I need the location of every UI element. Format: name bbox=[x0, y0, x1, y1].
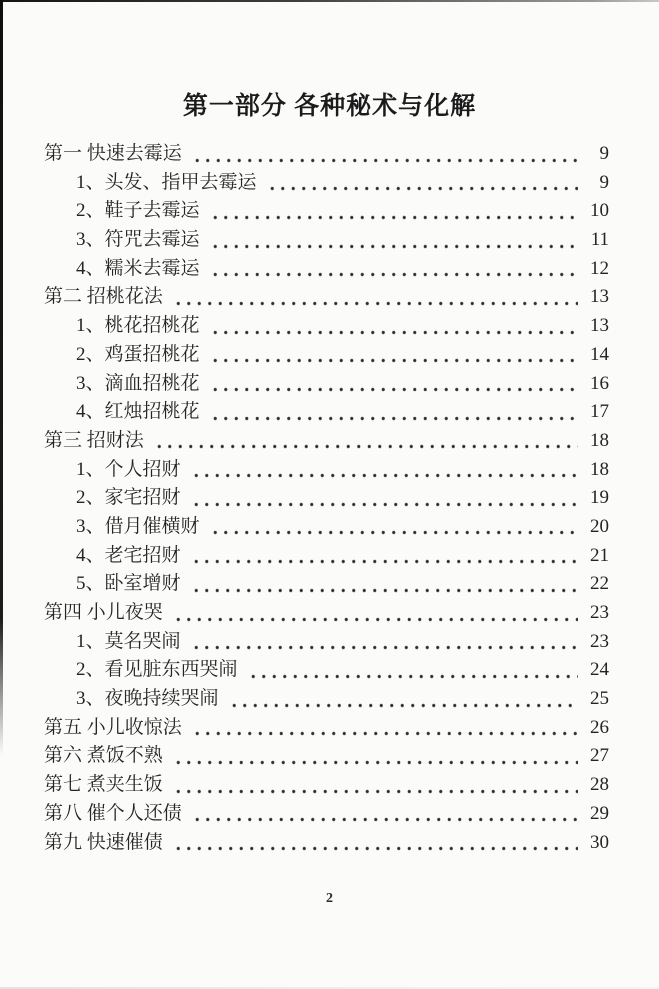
toc-entry-page: 23 bbox=[590, 630, 609, 652]
toc-entry bbox=[44, 140, 609, 169]
toc-entry-page: 10 bbox=[590, 200, 609, 222]
toc-entry-page: 9 bbox=[599, 171, 609, 193]
dot-leader bbox=[208, 226, 578, 255]
dot-leader bbox=[208, 370, 578, 399]
dot-leader bbox=[208, 312, 578, 341]
dot-leader bbox=[190, 140, 578, 169]
toc-entry-page: 12 bbox=[590, 257, 609, 279]
toc-entry-page: 26 bbox=[590, 716, 609, 738]
toc-entry-page: 9 bbox=[599, 143, 609, 164]
toc-entry bbox=[44, 800, 609, 829]
toc-entry-page: 30 bbox=[590, 831, 609, 853]
page-number: 2 bbox=[326, 891, 333, 906]
toc-entry-page: 13 bbox=[590, 315, 609, 337]
toc-entry-page: 23 bbox=[590, 602, 609, 623]
dot-leader bbox=[208, 197, 578, 226]
toc-entry-page: 25 bbox=[590, 688, 609, 710]
dot-leader bbox=[265, 169, 578, 198]
dot-leader bbox=[208, 341, 578, 370]
dot-leader bbox=[246, 656, 578, 685]
toc-entry bbox=[44, 542, 609, 571]
toc-entry bbox=[44, 829, 609, 858]
toc-entry-page: 18 bbox=[590, 458, 609, 480]
toc-entry-label: 3、夜晚持续哭闹 bbox=[76, 688, 219, 710]
toc-entry-page: 24 bbox=[590, 659, 609, 681]
dot-leader bbox=[189, 570, 578, 599]
toc-entry bbox=[44, 398, 609, 427]
toc-entry-label: 第六 煮饭不熟 bbox=[44, 745, 163, 767]
toc-entry-label: 5、卧室增财 bbox=[76, 573, 181, 595]
toc-entry-page: 13 bbox=[590, 286, 609, 308]
toc-entry bbox=[44, 312, 609, 341]
toc-entry-page: 20 bbox=[590, 515, 609, 537]
toc-entry-label: 3、滴血招桃花 bbox=[76, 372, 200, 394]
dot-leader bbox=[208, 513, 578, 542]
toc-entry-page: 22 bbox=[590, 573, 609, 595]
scan-edge-top bbox=[0, 0, 659, 2]
toc-list bbox=[44, 140, 609, 857]
toc-entry-label: 第一 快速去霉运 bbox=[44, 143, 182, 164]
dot-leader bbox=[171, 742, 578, 771]
dot-leader bbox=[189, 628, 578, 657]
toc-entry-page: 14 bbox=[590, 343, 609, 365]
dot-leader bbox=[190, 714, 578, 743]
toc-entry bbox=[44, 283, 609, 312]
toc-entry bbox=[44, 628, 609, 657]
dot-leader bbox=[189, 484, 578, 513]
dot-leader bbox=[189, 542, 578, 571]
toc-entry-page: 18 bbox=[590, 429, 609, 451]
toc-entry-label: 第四 小儿夜哭 bbox=[44, 602, 163, 623]
toc-entry bbox=[44, 456, 609, 485]
toc-entry bbox=[44, 169, 609, 198]
dot-leader bbox=[189, 456, 578, 485]
toc-entry-label: 2、看见脏东西哭闹 bbox=[76, 659, 238, 681]
toc-entry bbox=[44, 513, 609, 542]
toc-entry bbox=[44, 226, 609, 255]
toc-entry bbox=[44, 685, 609, 714]
toc-entry-label: 第二 招桃花法 bbox=[44, 286, 163, 308]
toc-entry bbox=[44, 370, 609, 399]
toc-entry-label: 1、桃花招桃花 bbox=[76, 315, 200, 337]
toc-entry bbox=[44, 599, 609, 628]
dot-leader bbox=[171, 829, 578, 858]
toc-entry-label: 第五 小儿收惊法 bbox=[44, 716, 182, 738]
toc-entry-label: 第九 快速催债 bbox=[44, 831, 163, 853]
toc-entry bbox=[44, 197, 609, 226]
dot-leader bbox=[208, 255, 578, 284]
toc-entry-label: 3、符咒去霉运 bbox=[76, 229, 200, 251]
dot-leader bbox=[190, 800, 578, 829]
toc-entry-page: 19 bbox=[590, 487, 609, 509]
toc-entry-page: 21 bbox=[590, 544, 609, 566]
toc-entry bbox=[44, 656, 609, 685]
toc-entry-label: 第八 催个人还债 bbox=[44, 802, 182, 824]
toc-entry bbox=[44, 742, 609, 771]
toc-entry-label: 1、头发、指甲去霉运 bbox=[76, 171, 257, 193]
toc-entry bbox=[44, 570, 609, 599]
toc-entry-label: 1、莫名哭闹 bbox=[76, 630, 181, 652]
toc-entry-label: 4、老宅招财 bbox=[76, 544, 181, 566]
dot-leader bbox=[171, 771, 578, 800]
dot-leader bbox=[152, 427, 578, 456]
toc-entry-page: 27 bbox=[590, 745, 609, 767]
toc-entry-label: 4、糯米去霉运 bbox=[76, 257, 200, 279]
toc-entry-label: 4、红烛招桃花 bbox=[76, 401, 200, 423]
page-title: 第一部分 各种秘术与化解 bbox=[182, 93, 477, 120]
dot-leader bbox=[208, 398, 578, 427]
toc-entry bbox=[44, 427, 609, 456]
toc-entry-page: 28 bbox=[590, 774, 609, 796]
toc-entry bbox=[44, 255, 609, 284]
toc-entry-page: 16 bbox=[590, 372, 609, 394]
toc-entry-label: 2、鸡蛋招桃花 bbox=[76, 343, 200, 365]
toc-entry bbox=[44, 714, 609, 743]
toc-entry-label: 第七 煮夹生饭 bbox=[44, 774, 163, 796]
toc-entry-page: 11 bbox=[590, 229, 609, 251]
toc-entry-label: 1、个人招财 bbox=[76, 458, 181, 480]
toc-entry-label: 3、借月催横财 bbox=[76, 515, 200, 537]
toc-entry-page: 17 bbox=[590, 401, 609, 423]
dot-leader bbox=[171, 599, 578, 628]
toc-entry-page: 29 bbox=[590, 802, 609, 824]
dot-leader bbox=[171, 283, 578, 312]
toc-entry bbox=[44, 771, 609, 800]
toc-entry bbox=[44, 341, 609, 370]
dot-leader bbox=[227, 685, 578, 714]
toc-entry-label: 第三 招财法 bbox=[44, 429, 144, 451]
toc-entry-label: 2、鞋子去霉运 bbox=[76, 200, 200, 222]
toc-entry bbox=[44, 484, 609, 513]
toc-entry-label: 2、家宅招财 bbox=[76, 487, 181, 509]
